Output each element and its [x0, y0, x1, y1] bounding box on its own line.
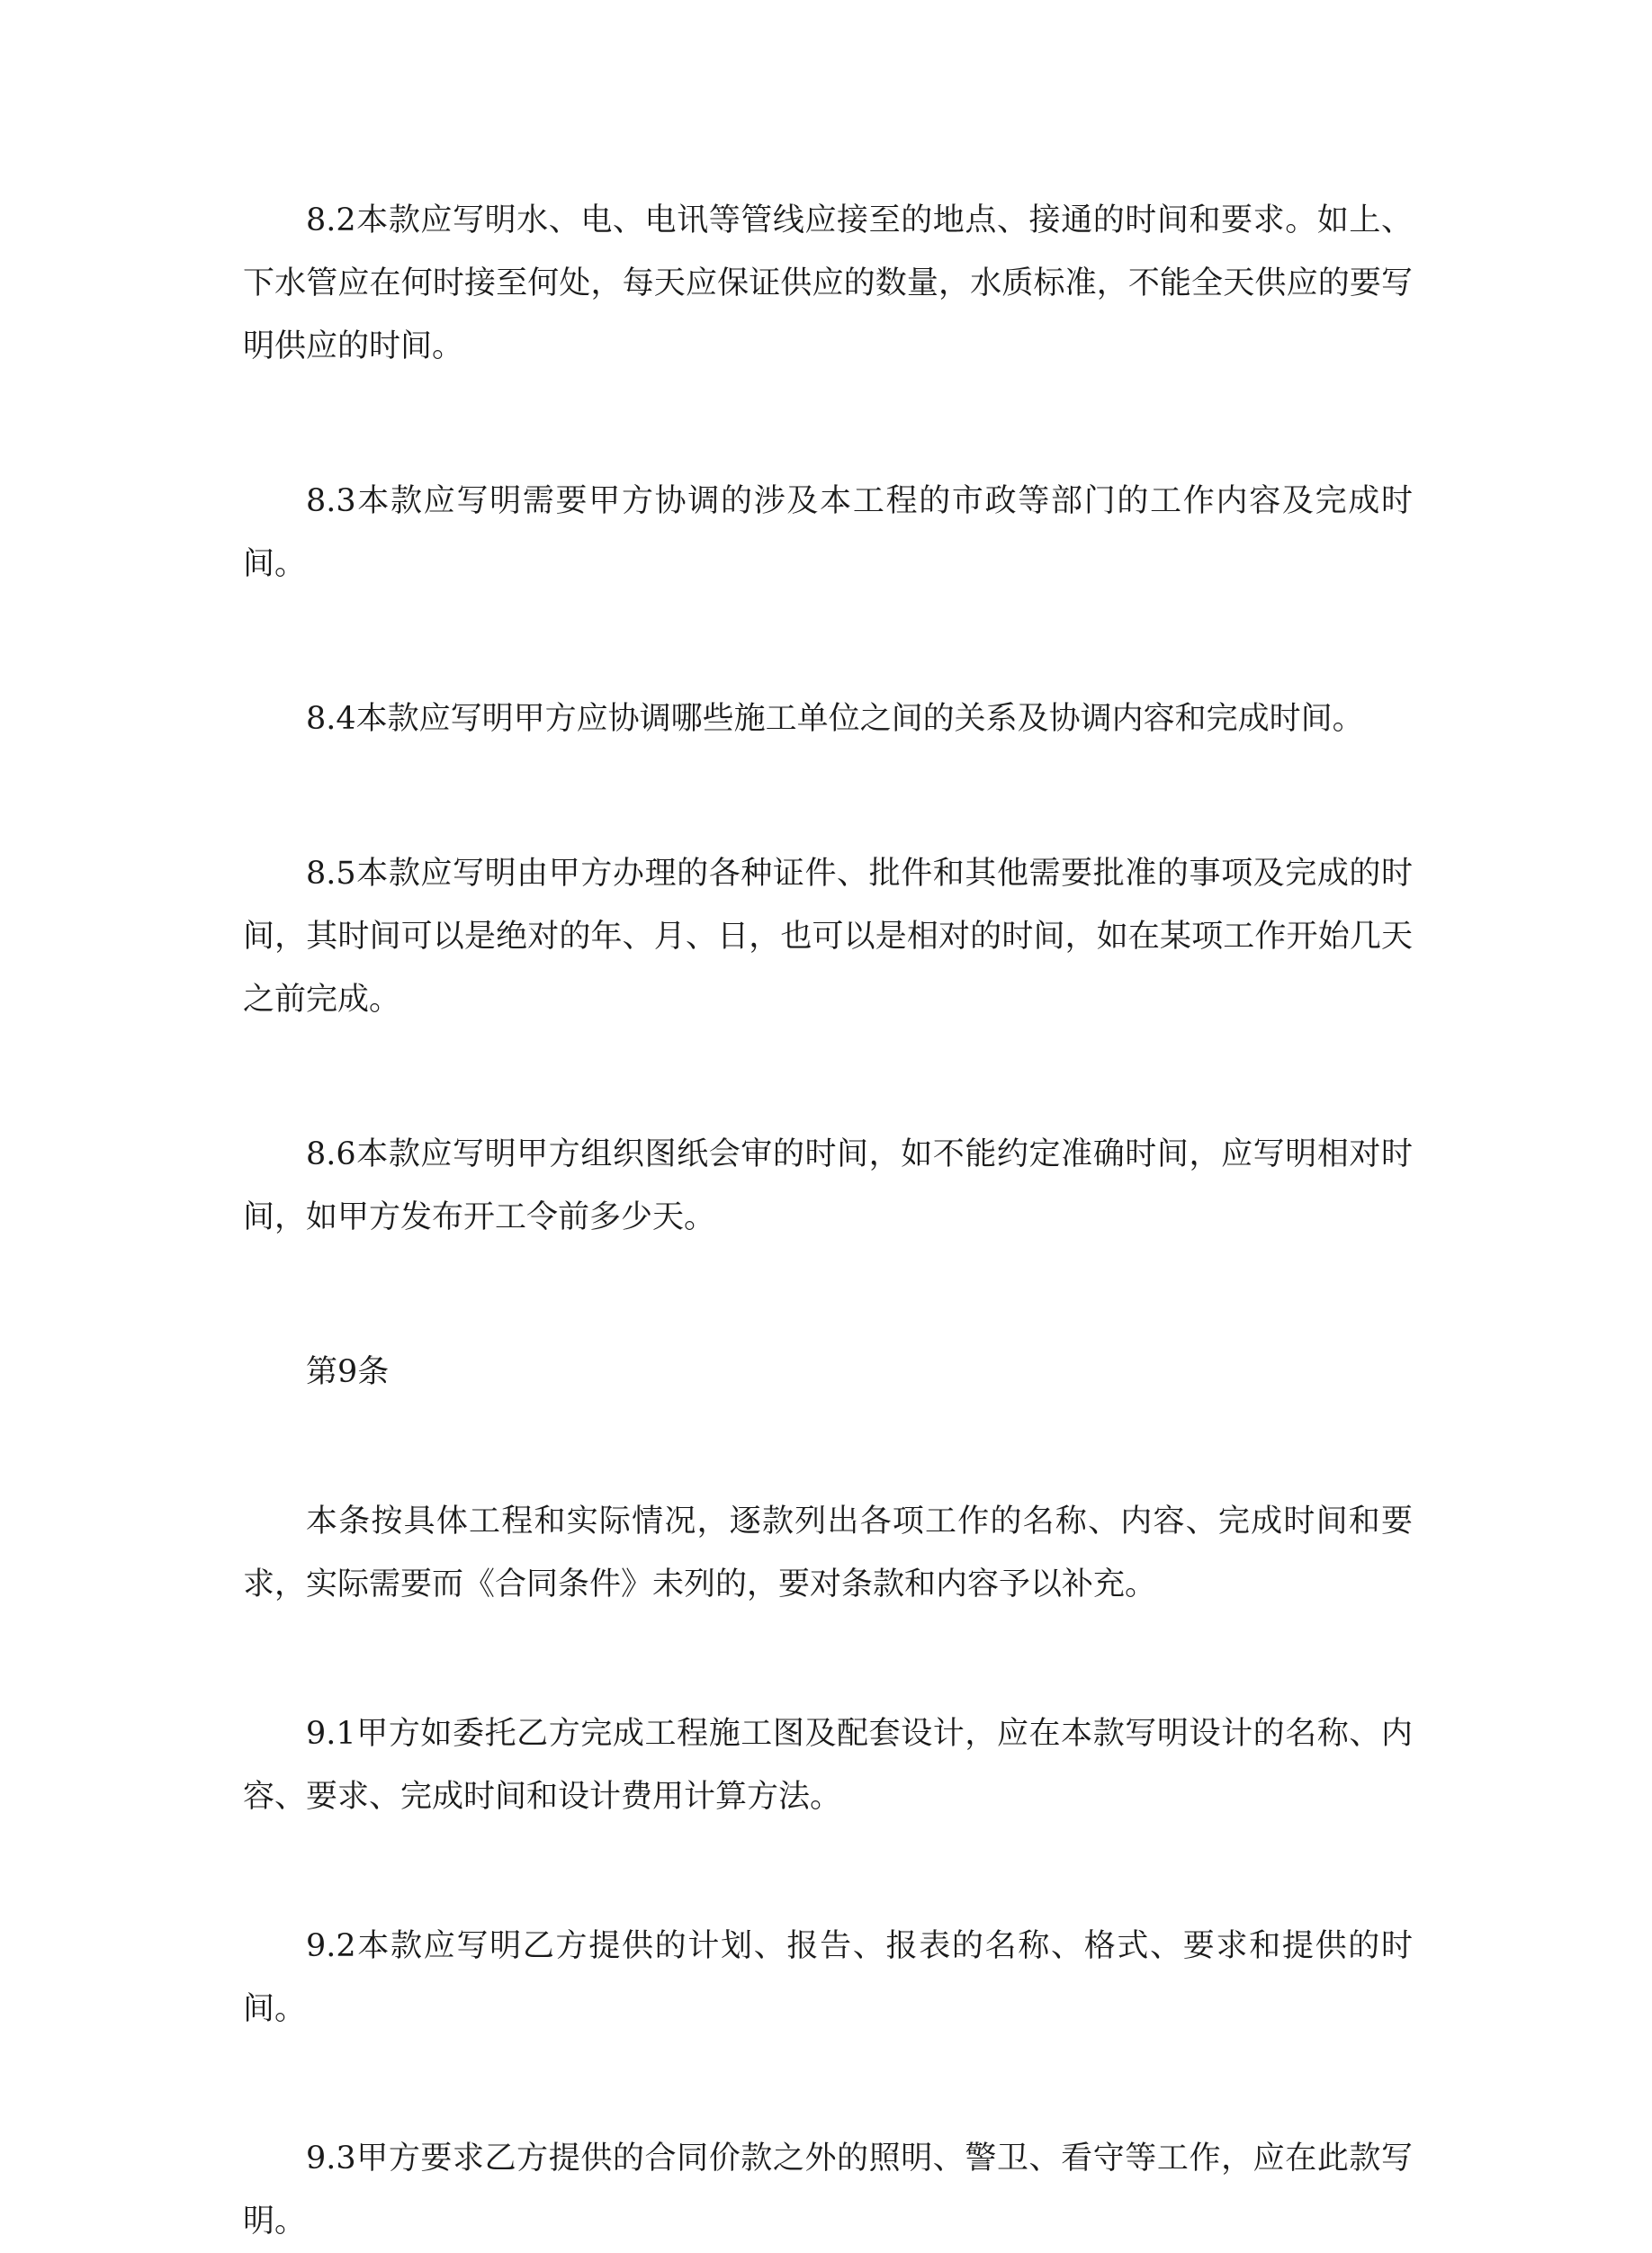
document-page: [243, 189, 1413, 2253]
clause-8-4: 8.4本款应写明甲方应协调哪些施工单位之间的关系及协调内容和完成时间。: [306, 701, 1364, 737]
clause-9-3: 9.3甲方要求乙方提供的合同价款之外的照明、警卫、看守等工作，应在此款写明。: [243, 2141, 1413, 2240]
clause-8-5: 8.5本款应写明由甲方办理的各种证件、批件和其他需要批准的事项及完成的时间，其时间可以是绝对的年、月、日，也可以是相对的时间，如在某项工作开始几天之前完成。: [243, 856, 1413, 1018]
article-9-intro: 本条按具体工程和实际情况，逐款列出各项工作的名称、内容、完成时间和要求，实际需要而《合同条件》未列的，要对条款和内容予以补充。: [243, 1503, 1413, 1602]
clause-8-6: 8.6本款应写明甲方组织图纸会审的时间，如不能约定准确时间，应写明相对时间，如甲方发布开工令前多少天。: [243, 1136, 1413, 1235]
clause-8-2: 8.2本款应写明水、电、电讯等管线应接至的地点、接通的时间和要求。如上、下水管应在何时接至何处，每天应保证供应的数量，水质标准，不能全天供应的要写明供应的时间。: [243, 202, 1413, 364]
clause-9-2: 9.2本款应写明乙方提供的计划、报告、报表的名称、格式、要求和提供的时间。: [243, 1928, 1413, 2027]
clause-8-3: 8.3本款应写明需要甲方协调的涉及本工程的市政等部门的工作内容及完成时间。: [243, 483, 1413, 582]
article-9-heading: 第9条: [306, 1354, 390, 1390]
clause-9-1: 9.1甲方如委托乙方完成工程施工图及配套设计，应在本款写明设计的名称、内容、要求、完成时间和设计费用计算方法。: [243, 1716, 1413, 1815]
